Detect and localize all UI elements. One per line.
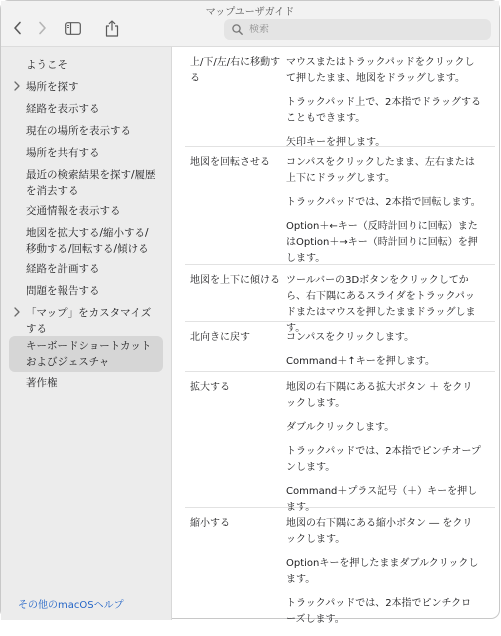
sidebar <box>1 47 172 620</box>
action-descriptions <box>286 516 481 636</box>
action-label: 上/下/左/右に移動する <box>190 57 281 84</box>
description-text: トラックパッド上で、2本指でドラッグすることもできます。 <box>286 97 481 124</box>
description-text: 矢印キーを押します。 <box>286 137 386 148</box>
chevron-right-icon <box>37 21 47 35</box>
sidebar-item-current-location[interactable] <box>9 123 163 139</box>
sidebar-item-label: キーボードショートカットおよびジェスチャ <box>26 340 152 368</box>
sidebar-item-customize[interactable] <box>9 305 163 337</box>
toolbar <box>1 1 499 47</box>
sidebar-toggle-button[interactable] <box>63 18 83 38</box>
description-text: Optionキーを押したままダブルクリックします。 <box>286 558 479 585</box>
action-descriptions <box>286 330 481 378</box>
description-text: マウスまたはトラックパッドをクリックして押したまま、地図をドラッグします。 <box>286 57 475 84</box>
forward-button[interactable] <box>32 18 52 38</box>
chevron-right-icon[interactable] <box>12 306 22 318</box>
shortcuts-table <box>173 47 501 625</box>
search-icon <box>232 24 243 35</box>
share-button[interactable] <box>102 18 122 38</box>
table-row <box>185 508 495 625</box>
sidebar-item-welcome[interactable] <box>9 57 163 73</box>
action-descriptions <box>286 380 481 524</box>
description-text: トラックパッドでは、2本指でピンチオープンします。 <box>286 446 481 473</box>
sidebar-item-label: 著作権 <box>26 377 58 389</box>
action-label: 地図を回転させる <box>190 157 270 168</box>
description-text: Command＋プラス記号（＋）キーを押します。 <box>286 486 478 513</box>
sidebar-item-zoom-move-rotate[interactable] <box>9 225 163 257</box>
sidebar-icon <box>65 22 81 35</box>
action-label: 地図を上下に傾ける <box>190 275 280 286</box>
sidebar-item-label: 場所を共有する <box>26 147 100 159</box>
sidebar-item-label: ようこそ <box>26 59 68 71</box>
sidebar-item-label: 「マップ」をカスタマイズする <box>26 307 152 335</box>
table-row <box>185 47 495 147</box>
description-text: 地図の右下隅にある拡大ボタン ＋ をクリックします。 <box>286 382 473 409</box>
sidebar-item-share-location[interactable] <box>9 145 163 161</box>
description-text: コンパスをクリックしたまま、左右または上下にドラッグします。 <box>286 157 475 184</box>
sidebar-item-report-problem[interactable] <box>9 283 163 299</box>
sidebar-item-find-places[interactable] <box>9 79 163 95</box>
chevron-left-icon <box>13 21 23 35</box>
table-row <box>185 322 495 372</box>
search-input[interactable] <box>249 24 469 35</box>
description-text: ダブルクリックします。 <box>286 422 395 433</box>
description-text: コンパスをクリックします。 <box>286 332 415 343</box>
sidebar-item-label: 場所を探す <box>26 81 79 93</box>
table-row <box>185 265 495 334</box>
description-text: Option＋←キー（反時計回りに回転）またはOption＋→キー（時計回りに回転）を押します。 <box>286 221 478 264</box>
sidebar-item-show-directions[interactable] <box>9 101 163 117</box>
sidebar-item-copyright[interactable] <box>9 375 163 391</box>
sidebar-item-label: 交通情報を表示する <box>26 205 121 217</box>
more-macos-help-link[interactable]: その他のmacOSヘルプ <box>18 600 124 611</box>
description-text: 地図の右下隅にある縮小ボタン ― をクリックします。 <box>286 518 473 545</box>
action-label: 拡大する <box>190 382 230 393</box>
sidebar-item-plan-route[interactable] <box>9 261 163 277</box>
window-title: マップユーザガイド <box>205 7 295 18</box>
sidebar-item-label: 問題を報告する <box>26 285 100 297</box>
action-label: 北向きに戻す <box>190 332 250 343</box>
sidebar-item-label: 現在の場所を表示する <box>26 125 131 137</box>
search-field[interactable] <box>224 19 491 40</box>
description-text: トラックパッドでは、2本指でピンチクローズします。 <box>286 598 472 625</box>
action-descriptions <box>286 55 481 159</box>
action-label: 縮小する <box>190 518 230 529</box>
description-text: ツールバーの3Dボタンをクリックしてから、右下隅にあるスライダをトラックパッドまたはマウスを押したままドラッグします。 <box>286 275 476 334</box>
table-row <box>185 372 495 513</box>
description-text: トラックパッドでは、2本指で回転します。 <box>286 197 481 208</box>
back-button[interactable] <box>8 18 28 38</box>
chevron-right-icon[interactable] <box>12 80 22 92</box>
share-icon <box>105 20 119 37</box>
sidebar-item-label: 経路を計画する <box>26 263 100 275</box>
table-row <box>185 147 495 265</box>
sidebar-item-recent-searches[interactable] <box>9 167 163 199</box>
sidebar-item-label: 地図を拡大する/縮小する/移動する/回転する/傾ける <box>26 227 149 255</box>
action-descriptions <box>286 155 481 275</box>
sidebar-item-label: 経路を表示する <box>26 103 100 115</box>
description-text: Command＋↑キーを押します。 <box>286 356 435 367</box>
sidebar-item-label: 最近の検索結果を探す/履歴を消去する <box>26 169 156 197</box>
sidebar-item-keyboard-shortcuts[interactable] <box>9 336 163 372</box>
sidebar-item-traffic[interactable] <box>9 203 163 219</box>
